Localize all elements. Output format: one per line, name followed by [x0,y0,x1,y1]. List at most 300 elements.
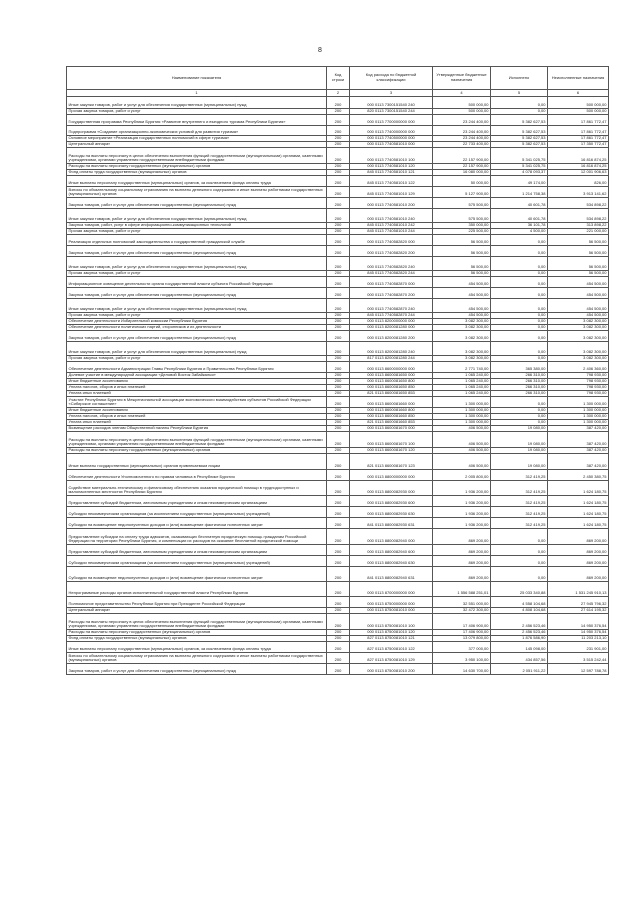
row-executed: 0,00 [491,277,548,288]
row-approved: 1 936 200,00 [433,481,491,496]
row-budget-code: 000 0113 8600081650 800 [350,379,433,385]
row-name: Иные закупки товаров, работ и услуг для обеспечения государственных (муниципальных) нужд [67,209,327,223]
row-budget-code: 000 0113 8600081660 850 [350,414,433,420]
row-remaining: 534 898,22 [548,198,609,209]
table-row [67,432,609,448]
header-budget-code: Код расхода по бюджетной классификации [350,67,433,90]
row-remaining: 3 082 300,00 [548,342,609,356]
table-row [67,277,609,288]
row-name: Расходы на выплаты персоналу в целях обеспечения выполнения функций государственными (муниципальными) органами, казенными учреждениями, органами управления государственными внебюджетными фондами [67,148,327,164]
row-executed: 0,00 [491,288,548,299]
row-budget-code: 000 0113 8600081660 800 [350,408,433,414]
row-remaining: 56 500,00 [548,235,609,246]
row-line-code: 200 [327,356,350,362]
row-executed: 0,00 [491,414,548,420]
row-name: Уплата налогов, сборов и иных платежей [67,385,327,391]
row-line-code: 200 [327,170,350,176]
row-approved: 1 065 240,00 [433,385,491,391]
row-budget-code: 821 0113 8600081650 853 [350,391,433,397]
row-name: Долевое участие в международной ассоциации «Деловой Восток Забайкалья» [67,373,327,379]
row-remaining: 387 420,00 [548,448,609,454]
row-line-code: 200 [327,664,350,675]
row-approved: 406 500,00 [433,448,491,454]
row-remaining: 56 500,00 [548,257,609,271]
row-approved: 5 127 900,00 [433,187,491,198]
row-remaining: 798 930,00 [548,391,609,397]
row-remaining: 27 614 195,32 [548,608,609,614]
row-line-code: 200 [327,397,350,408]
row-executed: 0,00 [491,408,548,414]
row-executed: 0,00 [491,313,548,319]
row-line-code: 200 [327,432,350,448]
row-name: Иные выплаты государственных (муниципальных) органов привлекаемым лицам [67,454,327,470]
row-budget-code: 000 0113 7740582820 200 [350,246,433,257]
row-approved: 32 472 300,00 [433,608,491,614]
row-remaining: 869 200,00 [548,567,609,582]
row-remaining: 3 515 242,44 [548,653,609,664]
row-budget-code: 000 0113 7740582870 240 [350,299,433,313]
row-name: Субсидии на возмещение недополученных доходов и (или) возмещение фактически понесенных затрат [67,518,327,529]
column-number: 1 [67,90,327,97]
row-budget-code: 000 0113 8600081670 100 [350,432,433,448]
table-row [67,454,609,470]
row-executed: 0,00 [491,257,548,271]
row-approved: 1 065 240,00 [433,391,491,397]
row-approved: 13 079 800,00 [433,636,491,642]
row-remaining: 798 930,00 [548,379,609,385]
table-row [67,223,609,229]
row-approved: 454 500,00 [433,277,491,288]
column-number: 6 [548,90,609,97]
row-executed: 365 380,00 [491,362,548,373]
row-executed: 312 419,25 [491,518,548,529]
row-budget-code: 000 0113 8600081670 120 [350,448,433,454]
row-budget-code: 000 0113 7300151540 240 [350,97,433,109]
row-approved: 3 082 300,00 [433,319,491,325]
row-approved: 1 936 200,00 [433,518,491,529]
row-executed: 5 341 025,75 [491,148,548,164]
row-executed: 49 174,00 [491,176,548,187]
row-name: Возмещение расходов членам Общественной палаты Республики Бурятия [67,426,327,432]
row-remaining: 17 861 772,47 [548,115,609,126]
row-remaining: 2 406 360,00 [548,362,609,373]
row-name: Информационное освещение деятельности органа государственной власти субъекта Российской Федерации [67,277,327,288]
row-name: Субсидии некоммерческим организациям (за исключением государственных (муниципальных) учреждений) [67,556,327,567]
row-name: Обеспечение деятельности Администрации Главы Республики Бурятия и Правительства Республики Бурятия [67,362,327,373]
row-line-code: 200 [327,597,350,608]
row-approved: 1 065 240,00 [433,379,491,385]
row-budget-code: 000 0113 8750081010 100 [350,614,433,630]
row-name: Реализация отдельных полномочий законодательства о государственной гражданской службе [67,235,327,246]
row-name: Закупка товаров, работ и услуг для обеспечения государственных (муниципальных) нужд [67,246,327,257]
row-line-code: 200 [327,257,350,271]
row-approved: 454 500,00 [433,288,491,299]
row-line-code: 200 [327,470,350,481]
page-number: 8 [318,47,322,54]
row-line-code: 200 [327,246,350,257]
table-row [67,642,609,653]
row-executed: 312 419,25 [491,481,548,496]
table-row [67,556,609,567]
table-row [67,115,609,126]
row-line-code: 200 [327,109,350,115]
column-number: 2 [327,90,350,97]
row-budget-code: 845 0113 7740581010 122 [350,176,433,187]
row-approved: 869 200,00 [433,567,491,582]
row-approved: 454 500,00 [433,299,491,313]
row-remaining: 1 624 180,75 [548,496,609,507]
row-budget-code: 817 0113 8200081280 244 [350,356,433,362]
row-name: Прочая закупка товаров, работ и услуг [67,271,327,277]
row-remaining: 534 898,22 [548,209,609,223]
table-row [67,545,609,556]
row-budget-code: 000 0113 8800082930 000 [350,481,433,496]
row-line-code: 200 [327,496,350,507]
row-line-code: 200 [327,126,350,136]
row-line-code: 200 [327,379,350,385]
row-approved: 2 005 800,00 [433,470,491,481]
row-name: Прочая закупка товаров, работ и услуг [67,313,327,319]
row-remaining: 869 200,00 [548,545,609,556]
row-approved: 23 244 400,00 [433,126,491,136]
row-budget-code: 000 0113 8800082940 630 [350,556,433,567]
row-remaining: 11 203 213,10 [548,636,609,642]
row-name: Уплата налогов, сборов и иных платежей [67,414,327,420]
row-executed: 0,00 [491,235,548,246]
row-budget-code: 845 0113 7740581010 244 [350,229,433,235]
row-budget-code: 000 0113 7740582870 000 [350,277,433,288]
row-executed: 0,00 [491,567,548,582]
row-line-code: 200 [327,164,350,170]
row-remaining: 1 624 180,75 [548,507,609,518]
budget-execution-table [66,66,609,675]
row-approved: 1 300 000,00 [433,408,491,414]
row-executed: 40 601,78 [491,209,548,223]
table-row [67,235,609,246]
table-row [67,170,609,176]
row-line-code: 200 [327,198,350,209]
row-remaining: 500 000,00 [548,97,609,109]
row-line-code: 200 [327,148,350,164]
table-row [67,597,609,608]
row-approved: 23 244 400,00 [433,115,491,126]
row-name: Иные закупки товаров, работ и услуг для обеспечения государственных (муниципальных) нужд [67,342,327,356]
table-row [67,176,609,187]
table-row [67,331,609,342]
row-name: Закупка товаров, работ и услуг для обеспечения государственных (муниципальных) нужд [67,664,327,675]
row-line-code: 200 [327,518,350,529]
row-line-code: 200 [327,414,350,420]
row-remaining: 14 950 376,54 [548,614,609,630]
row-name: Закупка товаров, работ и услуг для обеспечения государственных (муниципальных) нужд [67,331,327,342]
row-line-code: 200 [327,362,350,373]
row-budget-code: 000 0113 7740581010 100 [350,148,433,164]
row-remaining: 1 300 000,00 [548,408,609,414]
row-line-code: 200 [327,299,350,313]
row-approved: 22 733 400,00 [433,142,491,148]
row-budget-code: 827 0113 8750081010 122 [350,642,433,653]
row-approved: 22 157 900,00 [433,148,491,164]
row-budget-code: 845 0113 7740581010 121 [350,170,433,176]
row-budget-code: 000 0113 7740581010 120 [350,164,433,170]
row-budget-code: 000 0113 8750081010 120 [350,630,433,636]
row-budget-code: 000 0113 7740581010 240 [350,209,433,223]
row-budget-code: 827 0113 8750081010 121 [350,636,433,642]
row-executed: 312 419,25 [491,470,548,481]
row-remaining: 387 420,00 [548,432,609,448]
row-budget-code: 000 0113 8200081280 240 [350,342,433,356]
row-name: Иные бюджетные ассигнования [67,408,327,414]
row-remaining: 16 816 874,25 [548,164,609,170]
row-name: Фонд оплаты труда государственных (муниципальных) органов [67,636,327,642]
row-remaining: 231 901,00 [548,642,609,653]
row-approved: 869 200,00 [433,545,491,556]
table-row [67,614,609,630]
row-remaining: 454 500,00 [548,277,609,288]
row-remaining: 56 500,00 [548,271,609,277]
row-budget-code: 000 0113 8750000000 000 [350,597,433,608]
row-approved: 500 000,00 [433,97,491,109]
row-approved: 869 200,00 [433,529,491,545]
row-line-code: 200 [327,342,350,356]
row-name: Прочая закупка товаров, работ и услуг [67,356,327,362]
row-executed: 19 080,00 [491,454,548,470]
row-executed: 5 382 627,53 [491,115,548,126]
row-executed: 0,00 [491,397,548,408]
row-executed: 5 382 627,53 [491,142,548,148]
row-name: Непрограммные расходы органов исполнительной государственной власти Республики Бурятия [67,582,327,597]
row-name: Расходы на выплаты персоналу государственных (муниципальных) органов [67,630,327,636]
row-approved: 377 000,00 [433,642,491,653]
row-approved: 225 500,00 [433,229,491,235]
row-budget-code: 845 0113 7740581010 242 [350,223,433,229]
row-executed: 19 080,00 [491,448,548,454]
row-name: Обеспечение деятельности Избирательной комиссии Республики Бурятия [67,319,327,325]
row-executed: 4 808 104,68 [491,608,548,614]
row-line-code: 200 [327,229,350,235]
row-approved: 500 000,00 [433,109,491,115]
row-budget-code: 820 0113 7300151540 244 [350,109,433,115]
row-executed: 0,00 [491,420,548,426]
row-line-code: 200 [327,385,350,391]
row-name: Субсидии некоммерческим организациям (за исключением государственных (муниципальных) учреждений) [67,507,327,518]
table-row [67,288,609,299]
header-executed: Исполнено [491,67,548,90]
row-name: Подпрограмма «Создание организационно-экономических условий для развития туризма» [67,126,327,136]
table-body [67,97,609,675]
row-budget-code: 000 0113 8800082930 600 [350,496,433,507]
row-approved: 17 406 900,00 [433,630,491,636]
row-budget-code: 000 0113 8600081660 000 [350,397,433,408]
row-line-code: 200 [327,142,350,148]
row-line-code: 200 [327,277,350,288]
row-line-code: 200 [327,653,350,664]
row-line-code: 200 [327,529,350,545]
table-row [67,426,609,432]
row-remaining: 454 500,00 [548,288,609,299]
header-indicator-name: Наименование показателя [67,67,327,90]
row-approved: 56 500,00 [433,246,491,257]
table-row [67,136,609,142]
row-name: Взносы по обязательному социальному страхованию на выплаты денежного содержания и иные выплаты работникам государственных (муниципальных) органов [67,653,327,664]
row-name: Прочая закупка товаров, работ и услуг [67,109,327,115]
row-budget-code: 000 0113 7740581010 000 [350,142,433,148]
row-remaining: 2 450 380,75 [548,470,609,481]
row-approved: 1 936 200,00 [433,496,491,507]
row-approved: 3 082 300,00 [433,325,491,331]
table-row [67,187,609,198]
column-number: 4 [433,90,491,97]
row-name: Обеспечение деятельности политических партий, сторонников и их деятельности [67,325,327,331]
row-remaining: 313 898,22 [548,223,609,229]
row-line-code: 200 [327,426,350,432]
column-number: 5 [491,90,548,97]
table-row [67,126,609,136]
row-executed: 266 310,00 [491,379,548,385]
row-line-code: 200 [327,209,350,223]
row-approved: 56 500,00 [433,271,491,277]
row-approved: 1 300 000,00 [433,420,491,426]
table-row [67,470,609,481]
row-executed: 0,00 [491,246,548,257]
row-approved: 14 630 700,00 [433,664,491,675]
row-line-code: 200 [327,187,350,198]
row-executed: 5 341 025,75 [491,164,548,170]
row-name: Расходы на выплаты персоналу в целях обеспечения выполнения функций государственными (муниципальными) органами, казенными учреждениями, органами управления государственными внебюджетными фондами [67,432,327,448]
row-name: Участие Республики Бурятия в Межрегиональной ассоциации экономического взаимодействия субъектов Российской Федерации «Сибирское соглашение» [67,397,327,408]
row-approved: 17 406 900,00 [433,614,491,630]
row-budget-code: 000 0113 7740581010 200 [350,198,433,209]
row-executed: 0,00 [491,331,548,342]
row-executed: 25 033 340,88 [491,582,548,597]
row-line-code: 200 [327,325,350,331]
row-budget-code: 827 0113 8750081010 129 [350,653,433,664]
header-remaining: Неисполненные назначения [548,67,609,90]
row-remaining: 1 300 000,00 [548,414,609,420]
row-name: Иные закупки товаров, работ и услуг для обеспечения государственных (муниципальных) нужд [67,97,327,109]
row-budget-code: 000 0113 8600000000 000 [350,362,433,373]
row-name: Государственная программа Республики Бурятия «Развитие внутреннего и въездного туризма Республики Бурятия» [67,115,327,126]
row-executed: 0,00 [491,556,548,567]
row-executed: 2 051 911,22 [491,664,548,675]
row-name: Уплата иных платежей [67,391,327,397]
table-row [67,481,609,496]
row-remaining: 869 200,00 [548,556,609,567]
row-executed: 1 214 758,38 [491,187,548,198]
table-row [67,397,609,408]
row-executed: 0,00 [491,97,548,109]
row-executed: 1 876 586,90 [491,636,548,642]
table-row [67,496,609,507]
row-budget-code: 000 0113 8800082930 630 [350,507,433,518]
row-remaining: 3 913 141,62 [548,187,609,198]
row-executed: 145 098,00 [491,642,548,653]
row-approved: 869 200,00 [433,556,491,567]
row-budget-code: 000 0113 7740000000 000 [350,126,433,136]
row-name: Иные бюджетные ассигнования [67,379,327,385]
row-approved: 22 157 900,00 [433,164,491,170]
row-line-code: 200 [327,608,350,614]
table-row [67,246,609,257]
row-remaining: 3 082 300,00 [548,331,609,342]
table-row [67,164,609,170]
header-approved: Утвержденные бюджетные назначения [433,67,491,90]
row-executed: 40 601,78 [491,198,548,209]
row-budget-code: 845 0113 7740581010 129 [350,187,433,198]
row-budget-code: 000 0113 8750081010 200 [350,664,433,675]
row-approved: 3 082 300,00 [433,356,491,362]
row-executed: 0,00 [491,356,548,362]
row-line-code: 200 [327,319,350,325]
row-name: Расходы на выплаты персоналу в целях обеспечения выполнения функций государственными (муниципальными) органами, казенными учреждениями, органами управления государственными внебюджетными фондами [67,614,327,630]
row-line-code: 200 [327,235,350,246]
row-approved: 1 065 240,00 [433,373,491,379]
row-executed: 266 310,00 [491,385,548,391]
row-line-code: 200 [327,288,350,299]
row-executed: 36 101,78 [491,223,548,229]
row-remaining: 1 300 000,00 [548,420,609,426]
table-row [67,636,609,642]
row-approved: 23 244 400,00 [433,136,491,142]
row-executed: 0,00 [491,342,548,356]
row-line-code: 200 [327,481,350,496]
row-name: Предоставление субсидий бюджетным, автономным учреждениям и иным некоммерческим организациям [67,545,327,556]
table-row [67,529,609,545]
row-executed: 266 310,00 [491,391,548,397]
row-name: Субсидии на возмещение недополученных доходов и (или) возмещение фактически понесенных затрат [67,567,327,582]
row-executed: 5 382 627,53 [491,136,548,142]
row-remaining: 826,00 [548,176,609,187]
row-remaining: 798 930,00 [548,373,609,379]
row-approved: 454 500,00 [433,313,491,319]
row-remaining: 16 816 874,25 [548,148,609,164]
row-executed: 0,00 [491,109,548,115]
table-row [67,198,609,209]
row-budget-code: 000 0113 8700000000 000 [350,582,433,597]
row-line-code: 200 [327,223,350,229]
row-line-code: 200 [327,636,350,642]
row-approved: 406 500,00 [433,432,491,448]
row-remaining: 387 420,00 [548,426,609,432]
row-budget-code: 821 0113 8600081670 123 [350,454,433,470]
row-name: Закупка товаров, работ и услуг для обеспечения государственных (муниципальных) нужд [67,288,327,299]
row-remaining: 500 000,00 [548,109,609,115]
row-line-code: 200 [327,614,350,630]
row-approved: 56 500,00 [433,257,491,271]
table-row [67,664,609,675]
row-approved: 1 300 000,00 [433,414,491,420]
row-budget-code: 000 0113 8200000000 000 [350,319,433,325]
column-number-row [67,90,609,97]
row-name: Уплата иных платежей [67,420,327,426]
row-budget-code: 845 0113 7740582820 244 [350,271,433,277]
row-approved: 16 080 000,00 [433,170,491,176]
row-name: Расходы на выплаты персоналу государственных (муниципальных) органов [67,448,327,454]
table-row [67,653,609,664]
row-name: Обеспечение деятельности Уполномоченного по правам человека в Республике Бурятия [67,470,327,481]
row-remaining: 387 420,00 [548,454,609,470]
table-row [67,362,609,373]
table-row [67,257,609,271]
row-name: Фонд оплаты труда государственных (муниципальных) органов [67,170,327,176]
row-remaining: 869 200,00 [548,529,609,545]
row-name: Закупка товаров, работ, услуг в сфере информационно-коммуникационных технологий [67,223,327,229]
row-budget-code: 841 0113 8800082930 631 [350,518,433,529]
row-budget-code: 000 0113 8600081670 000 [350,426,433,432]
row-remaining: 17 861 772,47 [548,136,609,142]
row-remaining: 1 624 180,75 [548,481,609,496]
row-line-code: 200 [327,420,350,426]
